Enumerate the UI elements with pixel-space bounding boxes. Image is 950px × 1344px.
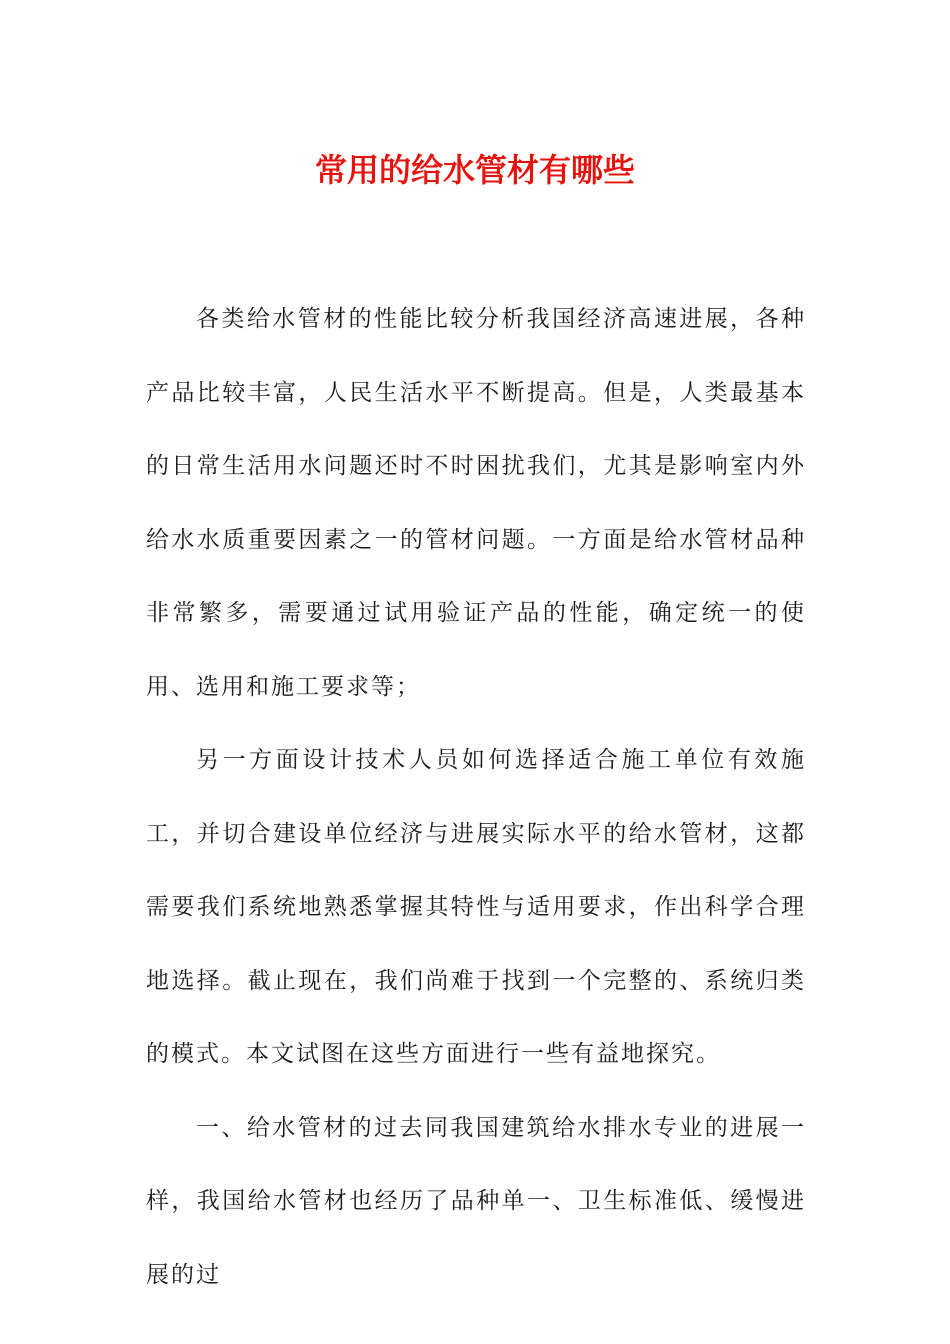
document-title: 常用的给水管材有哪些: [314, 151, 635, 189]
paragraph-2: 另一方面设计技术人员如何选择适合施工单位有效施工，并切合建设单位经济与进展实际水平的给水管材，这都需要我们系统地熟悉掌握其特性与适用要求，作出科学合理地选择。截止现在，我们尚难于找到一个完整的、系统归类的模式。本文试图在这些方面进行一些有益地探究。: [146, 747, 806, 1067]
document-body: [146, 283, 806, 1312]
paragraph-3: 一、给水管材的过去同我国建筑给水排水专业的进展一样，我国给水管材也经历了品种单一、卫生标准低、缓慢进展的过: [146, 1114, 806, 1288]
paragraph-1: 各类给水管材的性能比较分析我国经济高速进展，各种产品比较丰富，人民生活水平不断提高。但是，人类最基本的日常生活用水问题还时不时困扰我们，尤其是影响室内外给水水质重要因素之一的管材问题。一方面是给水管材品种非常繁多，需要通过试用验证产品的性能，确定统一的使用、选用和施工要求等；: [146, 306, 806, 700]
